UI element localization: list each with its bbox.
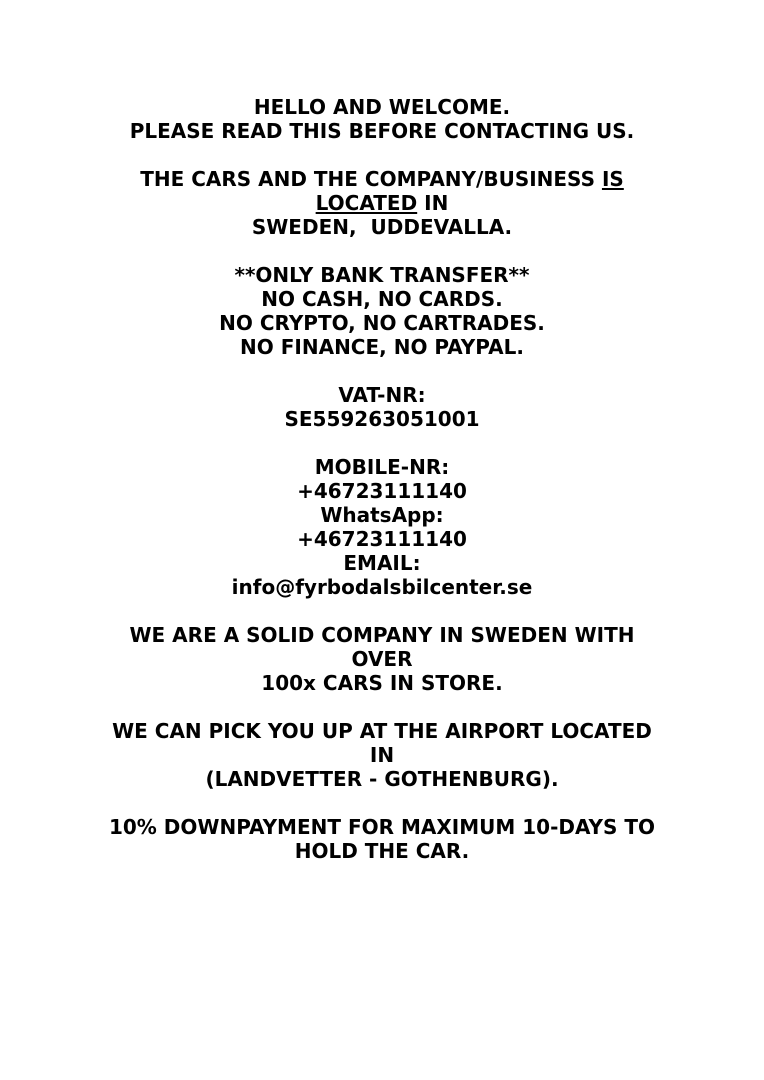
- payment-line-2: NO CASH, NO CARDS.: [261, 287, 503, 311]
- location-line-2-text: IN: [417, 191, 449, 215]
- email-address: info@fyrbodalsbilcenter.se: [231, 575, 533, 599]
- company-line-2: OVER: [351, 647, 413, 671]
- downpayment-line-1: 10% DOWNPAYMENT FOR MAXIMUM 10-DAYS TO: [108, 815, 656, 839]
- airport-line-1: WE CAN PICK YOU UP AT THE AIRPORT LOCATED: [112, 719, 652, 743]
- payment-line-1: **ONLY BANK TRANSFER**: [234, 263, 530, 287]
- vat-number: SE559263051001: [284, 407, 480, 431]
- airport-line-3: (LANDVETTER - GOTHENBURG).: [205, 767, 559, 791]
- downpayment-line-2: HOLD THE CAR.: [294, 839, 470, 863]
- contact-paragraph: [34, 455, 730, 599]
- mobile-label: MOBILE-NR:: [314, 455, 450, 479]
- email-label: EMAIL:: [343, 551, 421, 575]
- whatsapp-label: WhatsApp:: [320, 503, 444, 527]
- greeting-line-2: PLEASE READ THIS BEFORE CONTACTING US.: [129, 119, 635, 143]
- location-line-1-underlined-word: IS: [601, 167, 624, 191]
- vat-label: VAT-NR:: [338, 383, 426, 407]
- payment-line-4: NO FINANCE, NO PAYPAL.: [240, 335, 524, 359]
- downpayment-paragraph: [34, 815, 730, 863]
- company-line-3: 100x CARS IN STORE.: [261, 671, 503, 695]
- location-line-1-text: THE CARS AND THE COMPANY/BUSINESS: [140, 167, 602, 191]
- payment-line-3: NO CRYPTO, NO CARTRADES.: [219, 311, 545, 335]
- vat-paragraph: [34, 383, 730, 431]
- location-line-3: SWEDEN, UDDEVALLA.: [251, 215, 513, 239]
- company-line-1: WE ARE A SOLID COMPANY IN SWEDEN WITH: [129, 623, 635, 647]
- whatsapp-number: +46723111140: [297, 527, 467, 551]
- company-paragraph: [34, 623, 730, 695]
- location-line-2-underlined-word: LOCATED: [315, 191, 418, 215]
- payment-paragraph: [34, 263, 730, 359]
- location-paragraph: [34, 167, 730, 239]
- location-line-1: [34, 167, 730, 191]
- airport-line-2: IN: [369, 743, 395, 767]
- mobile-number: +46723111140: [297, 479, 467, 503]
- greeting-line-1: HELLO AND WELCOME.: [253, 95, 511, 119]
- location-line-2: [34, 191, 730, 215]
- greeting-paragraph: [34, 95, 730, 143]
- airport-paragraph: [34, 719, 730, 791]
